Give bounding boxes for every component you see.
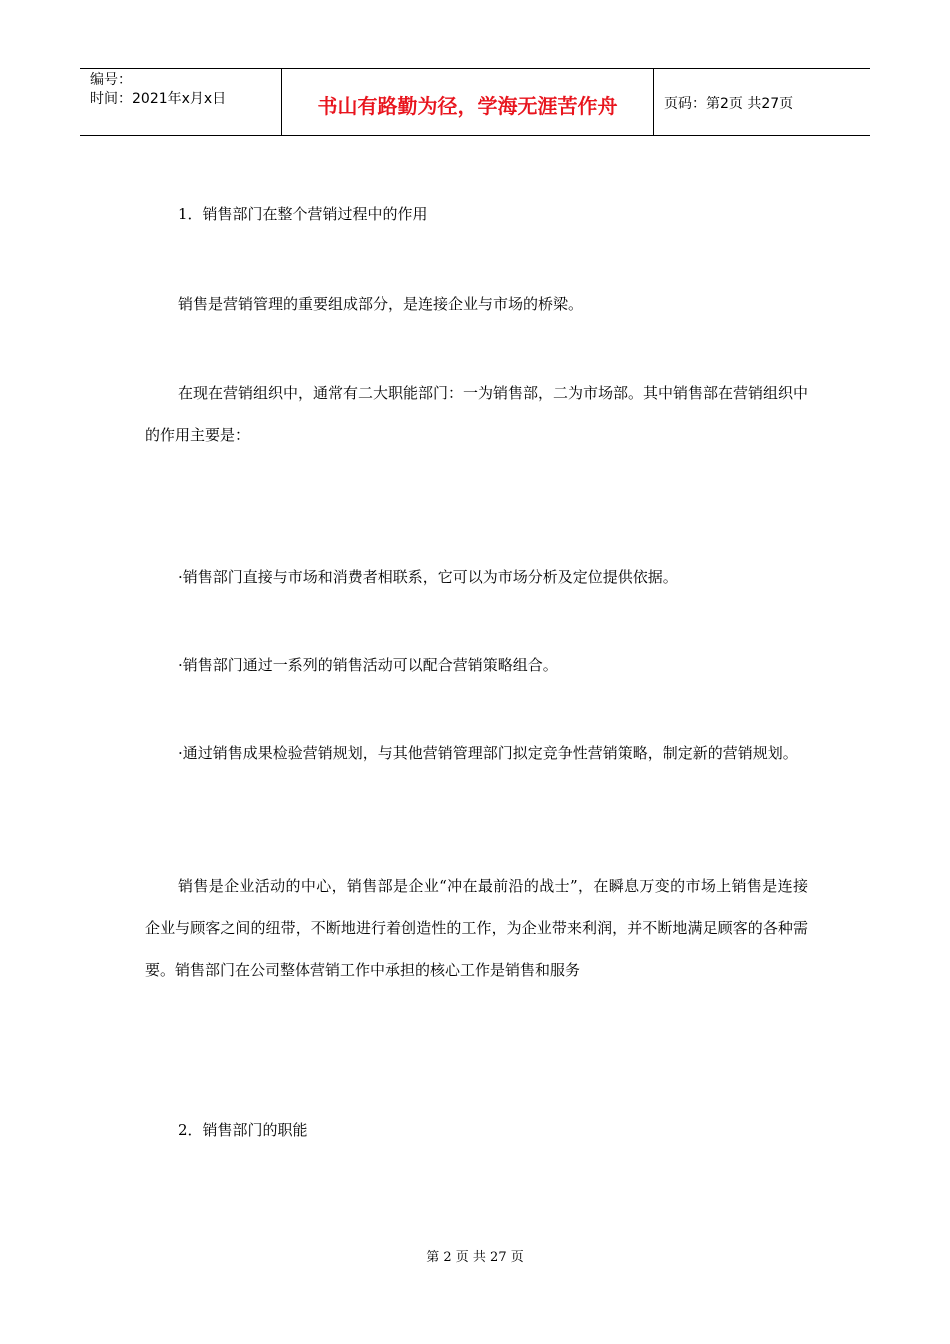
section-heading-1: 1．销售部门在整个营销过程中的作用 <box>178 205 428 223</box>
paragraph-intro: 销售是营销管理的重要组成部分，是连接企业与市场的桥梁。 <box>178 295 584 313</box>
page-header <box>80 68 870 136</box>
serial-number-label: 编号： <box>90 72 132 88</box>
header-motto-cell <box>282 69 654 135</box>
paragraph-departments: 在现在营销组织中，通常有二大职能部门：一为销售部，二为市场部。其中销售部在营销组织中的作用主要是： <box>145 384 809 444</box>
bullet-item-2: ·销售部门通过一系列的销售活动可以配合营销策略组合。 <box>178 656 558 674</box>
bullet-item-3: ·通过销售成果检验营销规划，与其他营销管理部门拟定竞争性营销策略，制定新的营销规划。 <box>178 744 798 762</box>
motto-text: 书山有路勤为径，学海无涯苦作舟 <box>317 93 618 118</box>
paragraph-sales-center: 销售是企业活动的中心，销售部是企业“冲在最前沿的战士”，在瞬息万变的市场上销售是连接企业与顾客之间的纽带，不断地进行着创造性的工作，为企业带来利润，并不断地满足顾客的各种需要。销售部门在公司整体营销工作中承担的核心工作是销售和服务 <box>145 877 808 979</box>
section-heading-2: 2．销售部门的职能 <box>178 1121 308 1139</box>
date-label: 时间：2021年x月x日 <box>90 91 227 107</box>
header-meta-cell <box>80 69 282 135</box>
bullet-item-1: ·销售部门直接与市场和消费者相联系，它可以为市场分析及定位提供依据。 <box>178 568 678 586</box>
page-info-text: 页码：第2页 共27页 <box>664 96 794 112</box>
header-page-cell <box>654 69 870 135</box>
page-footer: 第 2 页 共 27 页 <box>426 1250 524 1265</box>
